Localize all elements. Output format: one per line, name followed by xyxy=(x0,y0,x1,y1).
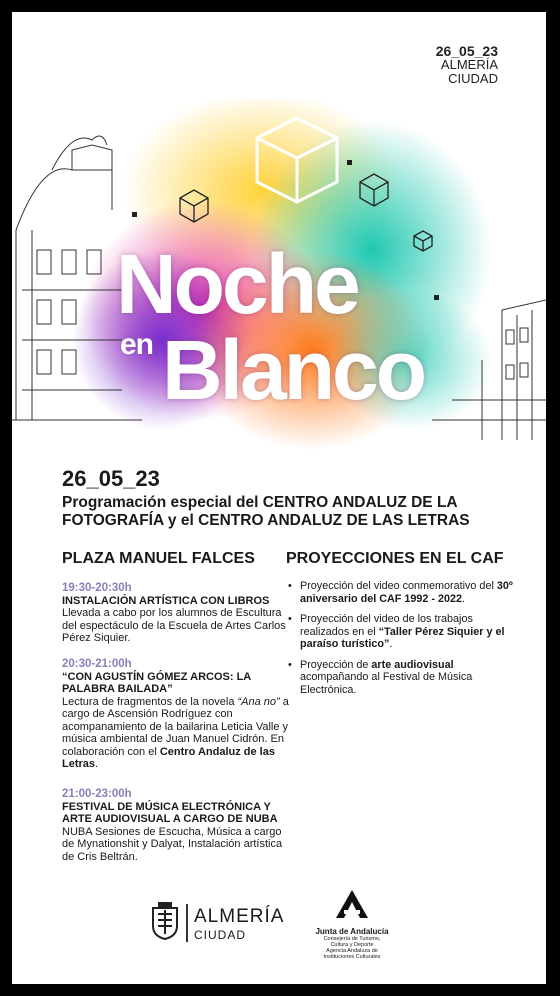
junta-sub-1: Consejería de Turismo, xyxy=(323,936,381,942)
event-item-3 xyxy=(62,788,292,863)
event-name: FESTIVAL DE MÚSICA ELECTRÓNICA Y ARTE AUDIOVISUAL A CARGO DE NUBA xyxy=(62,800,278,825)
event-name: “CON AGUSTÍN GÓMEZ ARCOS: LA PALABRA BAILADA” xyxy=(62,670,251,695)
proj-text: . xyxy=(389,638,393,650)
left-column-heading: PLAZA MANUEL FALCES xyxy=(62,550,255,567)
proj-text: Proyección del video de los trabajos realizados en el xyxy=(300,613,473,638)
desc-italic: “Ana no” xyxy=(237,695,280,708)
proj-text: acompañando al Festival de Música Electrónica. xyxy=(300,671,473,696)
proj-text: Proyección de xyxy=(300,658,369,671)
proj-bold: arte audiovisual xyxy=(371,658,454,671)
hero-title-noche: Noche xyxy=(116,237,358,331)
event-time: 20:30-21:00h xyxy=(62,658,132,670)
proj-bold: 30º aniversario del CAF 1992 - 2022 xyxy=(300,580,513,605)
corner-date-block xyxy=(436,44,498,86)
corner-date: 26_05_23 xyxy=(435,43,498,59)
event-time: 19:30-20:30h xyxy=(62,582,132,594)
junta-sub-3: Agencia Andaluza de xyxy=(326,948,378,954)
hero-title-blanco: Blanco xyxy=(162,323,425,417)
almeria-crest-icon xyxy=(150,900,180,940)
junta-logo xyxy=(302,888,402,968)
projection-list xyxy=(286,580,520,704)
projection-item xyxy=(300,659,520,697)
logo-divider xyxy=(186,904,188,942)
junta-sub-2: Cultura y Deporte xyxy=(330,942,374,948)
right-column-heading: PROYECCIONES EN EL CAF xyxy=(286,550,504,567)
event-subtitle: Programación especial del CENTRO ANDALUZ DE LA FOTOGRAFÍA y el CENTRO ANDALUZ DE LAS LETRAS xyxy=(62,494,470,529)
event-item-2 xyxy=(62,658,292,771)
desc-part: Lectura de fragmentos de la novela xyxy=(62,695,235,708)
event-time: 21:00-23:00h xyxy=(62,788,132,800)
event-description: Lectura de fragmentos de la novela “Ana no” a cargo de Ascensión Rodríguez con acompanamiento de la bailarina Leticia Valle y música ambiental de Juan Manuel Cidrón. En colaboración con el Centro Andaluz de las Letras. xyxy=(62,695,289,770)
junta-a-icon xyxy=(334,888,370,920)
almeria-name: ALMERÍA xyxy=(194,906,285,927)
event-description: Llevada a cabo por los alumnos de Escultura del espectáculo de la Escuela de Artes Carlos Pérez Siquier. xyxy=(62,607,286,644)
event-description: NUBA Sesiones de Escucha, Música a cargo de Mynationshit y Dalyat, Instalación artística de Cris Beltrán. xyxy=(62,825,283,863)
junta-sub-4: Instituciones Culturales xyxy=(323,954,381,960)
corner-city-1: ALMERÍA xyxy=(440,57,498,72)
poster xyxy=(12,12,546,984)
proj-bold: “Taller Pérez Siquier y el paraíso turístico” xyxy=(300,625,505,650)
junta-name: Junta de Andalucía xyxy=(315,927,389,936)
almeria-city: CIUDAD xyxy=(194,928,247,942)
event-item-1 xyxy=(62,582,292,645)
event-name: INSTALACIÓN ARTÍSTICA CON LIBROS xyxy=(62,594,270,607)
projection-item xyxy=(300,613,520,651)
proj-text: . xyxy=(462,592,466,605)
proj-text: Proyección del video conmemorativo del xyxy=(300,580,494,592)
projection-item xyxy=(300,580,520,605)
event-date: 26_05_23 xyxy=(62,466,160,491)
desc-part: a cargo de Ascensión Rodríguez con acompanamiento de la bailarina Leticia Valle y música ambiental de Juan Manuel Cidrón. En colaboración con el xyxy=(62,695,289,758)
desc-bold: Centro Andaluz de las Letras xyxy=(62,745,275,770)
hero-title-en: en xyxy=(120,328,154,361)
corner-city-2: CIUDAD xyxy=(448,71,498,86)
almeria-logo xyxy=(150,900,300,948)
